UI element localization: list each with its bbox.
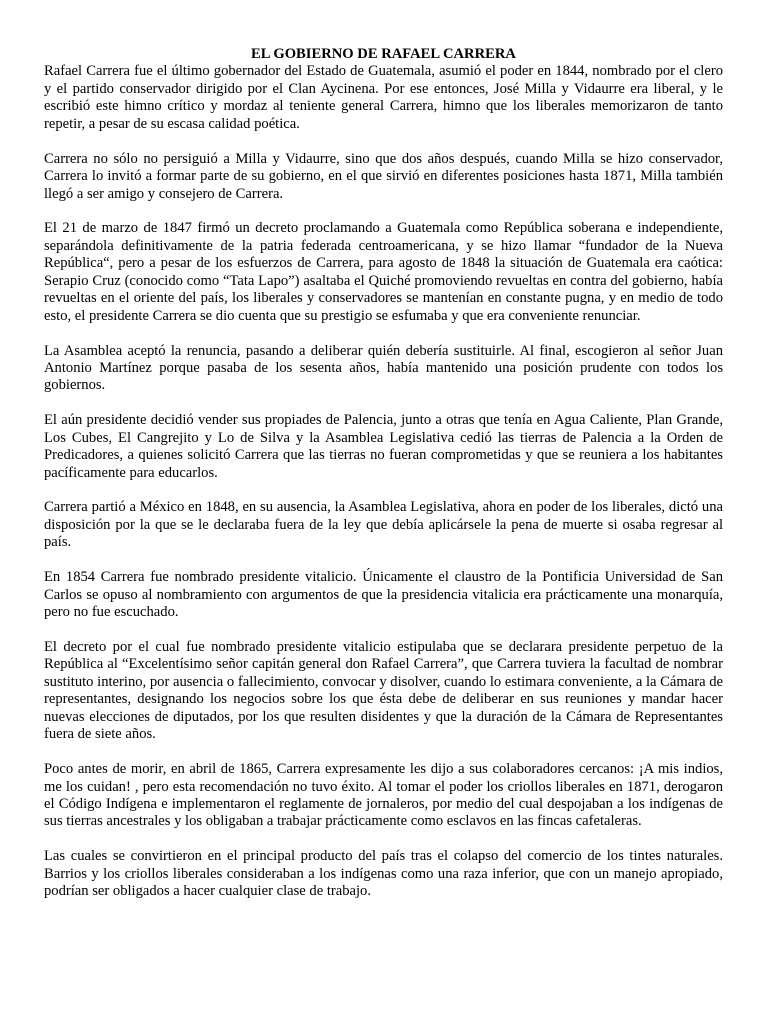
document-title: EL GOBIERNO DE RAFAEL CARRERA — [251, 46, 516, 62]
paragraph-6: Carrera partió a México en 1848, en su ausencia, la Asamblea Legislativa, ahora en poder de los liberales, dictó una disposición por la que se le declaraba fuera de la ley que debía aplicársele la pena de muerte si osaba regresar al país. — [44, 499, 723, 551]
paragraph-7: En 1854 Carrera fue nombrado presidente vitalicio. Únicamente el claustro de la Pontificia Universidad de San Carlos se opuso al nombramiento con argumentos de que la presidencia vitalicia era prácticamente una monarquía, pero no fue escuchado. — [44, 569, 723, 621]
paragraph-1: Rafael Carrera fue el último gobernador del Estado de Guatemala, asumió el poder en 1844, nombrado por el clero y el partido conservador dirigido por el Clan Aycinena. Por ese entonces, José Milla y Vidaurre era liberal, y le escribió este himno crítico y mordaz al teniente general Carrera, himno que los liberales memorizaron de tanto repetir, a pesar de su escasa calidad poética. — [44, 63, 723, 132]
paragraph-8: El decreto por el cual fue nombrado presidente vitalicio estipulaba que se declarara presidente perpetuo de la República al “Excelentísimo señor capitán general don Rafael Carrera”, que Carrera tuviera la facultad de nombrar sustituto interino, por ausencia o fallecimiento, convocar y disolver, cuando lo estimara conveniente, a la Cámara de representantes, designando los negocios sobre los que ésta debe de deliberar en sus reuniones y mandar hacer nuevas elecciones de diputados, por los que resulten disidentes y que la duración de la Cámara de Representantes fuera de siete años. — [44, 638, 723, 743]
paragraph-2: Carrera no sólo no persiguió a Milla y Vidaurre, sino que dos años después, cuando Milla se hizo conservador, Carrera lo invitó a formar parte de su gobierno, en el que sirvió en diferentes posiciones hasta 1871, Milla también llegó a ser amigo y consejero de Carrera. — [44, 150, 723, 202]
paragraph-4: La Asamblea aceptó la renuncia, pasando a deliberar quién debería sustituirle. Al final, escogieron al señor Juan Antonio Martínez porque pasaba de los sesenta años, había mantenido una posición prudente con todos los gobiernos. — [44, 342, 723, 394]
paragraph-10: Las cuales se convirtieron en el principal producto del país tras el colapso del comercio de los tintes naturales. Barrios y los criollos liberales consideraban a los indígenas como una raza inferior, que con un manejo apropiado, podrían ser obligados a hacer cualquier clase de trabajo. — [44, 848, 723, 900]
document-page — [44, 46, 723, 918]
paragraph-5: El aún presidente decidió vender sus propiades de Palencia, junto a otras que tenía en Agua Caliente, Plan Grande, Los Cubes, El Cangrejito y Lo de Silva y la Asamblea Legislativa cedió las tierras de Palencia a la Orden de Predicadores, a quienes solicitó Carrera que las tierras no fueran comprometidas y que se reuniera a los habitantes pacíficamente para educarlos. — [44, 412, 723, 481]
paragraph-3: El 21 de marzo de 1847 firmó un decreto proclamando a Guatemala como República soberana e independiente, separándola definitivamente de la patria federada centroamericana, y se hizo llamar “fundador de la Nueva República“, pero a pesar de los esfuerzos de Carrera, para agosto de 1848 la situación de Guatemala era caótica: Serapio Cruz (conocido como “Tata Lapo”) asaltaba el Quiché promoviendo revueltas en contra del gobierno, había revueltas en el oriente del país, los liberales y conservadores se mantenían en constante pugna, y en medio de todo esto, el presidente Carrera se dio cuenta que su prestigio se esfumaba y que era conveniente renunciar. — [44, 220, 723, 324]
paragraph-9: Poco antes de morir, en abril de 1865, Carrera expresamente les dijo a sus colaboradores cercanos: ¡A mis indios, me los cuidan! , pero esta recomendación no tuvo éxito. Al tomar el poder los criollos liberales en 1871, derogaron el Código Indígena e implementaron el reglamente de jornaleros, por medio del cual despojaban a los indígenas de sus tierras ancestrales y los obligaban a trabajar prácticamente como esclavos en las fincas cafetaleras. — [44, 761, 723, 830]
